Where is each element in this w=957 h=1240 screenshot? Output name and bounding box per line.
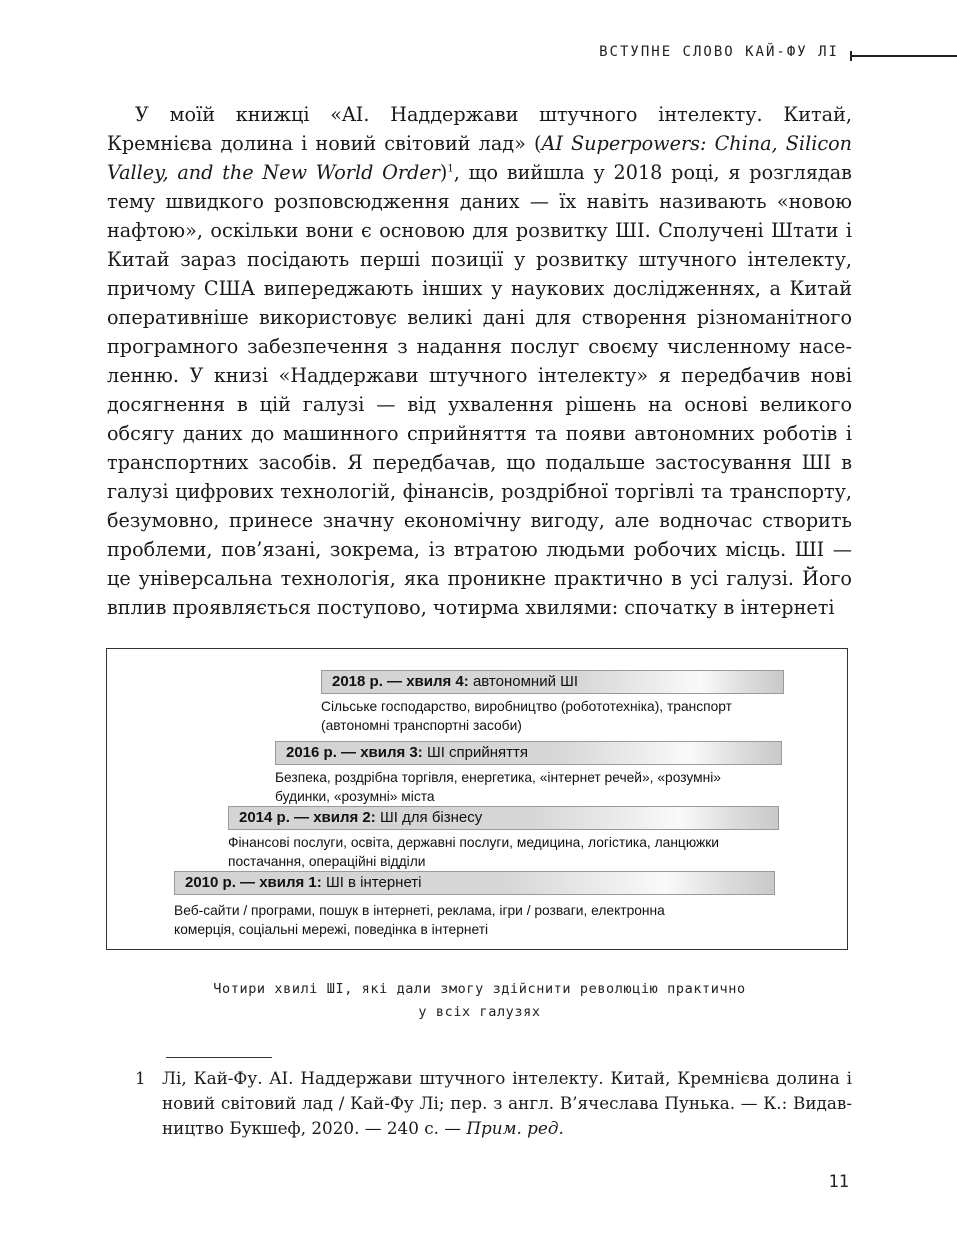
wave-4-desc (321, 697, 784, 735)
figure-caption (107, 978, 852, 1024)
wave-4-desc-line2: (автономні транспортні засоби) (321, 718, 522, 733)
footnote-text-block (162, 1066, 852, 1141)
body-book-title: AI Superpowers: China, Silicon Valley, and the New World Order (107, 132, 852, 184)
wave-2 (228, 806, 779, 871)
wave-2-name: ШІ для бізнесу (379, 809, 483, 826)
wave-4 (321, 670, 784, 735)
wave-1 (174, 871, 775, 939)
wave-2-desc-line2: постачання, операційні відділи (228, 854, 426, 869)
body-paren-close: ) (439, 161, 448, 184)
wave-1-label: 2010 р. — хвиля 1: (185, 874, 322, 891)
running-head-title: ВСТУПНЕ СЛОВО КАЙ-ФУ ЛІ (599, 44, 839, 60)
wave-3-name: ШІ сприйняття (426, 744, 529, 761)
footnote (135, 1066, 852, 1141)
body-paragraph (107, 100, 852, 622)
wave-1-bar (174, 871, 775, 895)
wave-2-desc-line1: Фінансові послуги, освіта, державні послуги, медицина, логістика, ланцюжки (228, 835, 720, 850)
footnote-number: 1 (135, 1068, 146, 1088)
page-number: 11 (828, 1172, 849, 1192)
wave-1-desc-line1: Веб-сайти / програми, пошук в інтернеті, реклама, ігри / розваги, електронна (174, 903, 665, 918)
wave-2-bar (228, 806, 779, 830)
wave-3-desc (275, 768, 782, 806)
wave-3-bar (275, 741, 782, 765)
wave-1-name: ШІ в інтернеті (325, 874, 422, 891)
footnote-ref: 1 (447, 163, 454, 175)
wave-4-label: 2018 р. — хвиля 4: (332, 673, 469, 690)
wave-3-desc-line1: Безпека, роздрібна торгівля, енергетика, «інтернет речей», «розумні» (275, 770, 721, 785)
wave-4-name: автономний ШІ (472, 673, 579, 690)
wave-3-label: 2016 р. — хвиля 3: (286, 744, 423, 761)
four-waves-figure (106, 648, 848, 950)
body-text-start: У моїй книжці «AI. Наддержави штучного інтелекту. Китай, Кремнієва долина і новий світовий лад» ( (107, 103, 852, 155)
wave-4-desc-line1: Сільське господарство, виробництво (робототехніка), транспорт (321, 699, 732, 714)
wave-1-desc (174, 901, 775, 939)
wave-1-desc-line2: комерція, соціальні мережі, поведінка в інтернеті (174, 922, 489, 937)
body-text-rest: , що вийшла у 2018 році, я розглядав тему швидкого розповсюдження даних — їх навіть називають «новою нафтою», оскільки вони є основою для розвитку ШІ. Сполучені Штати і Китай зараз посідають перші позиції у розвитку штучного інтелекту, причому США випереджають інших у наукових дослідженнях, а Китай оперативніше використовує великі дані для створення різноманітного програмного забезпечення з надання послуг своєму численному населенню. У книзі «Наддержави штучного інтелекту» я передбачив нові досягнення в цій галузі — від ухвалення рішень на основі великого обсягу даних до машинного сприйняття та появи автономних роботів і транспортних засобів. Я передбачав, що подальше застосування ШІ в галузі цифрових технологій, фінансів, роздрібної торгівлі та транспорту, безумовно, принесе значну економічну вигоду, але водночас створить проблеми, пов’язані, зокрема, із втратою людьми робочих місць. ШІ — це універсальна технологія, яка проникне практично в усі галузі. Його вплив проявляється поступово, чотирма хвилями: спочатку в інтернеті (107, 161, 852, 619)
footnote-editor-note: Прим. ред. (466, 1118, 564, 1138)
wave-2-label: 2014 р. — хвиля 2: (239, 809, 376, 826)
figure-caption-line2: у всіх галузях (418, 1004, 541, 1020)
wave-2-desc (228, 833, 779, 871)
figure-caption-line1: Чотири хвилі ШІ, які дали змогу здійснити революцію практично (213, 981, 746, 997)
wave-4-bar (321, 670, 784, 694)
footnote-text: Лі, Кай-Фу. AI. Наддержави штучного інтелекту. Китай, Кремнієва долина і новий світовий лад / Кай-Фу Лі; пер. з англ. В’ячеслава Пунька. — К.: Видавництво Букшеф, 2020. — 240 с. — (162, 1068, 852, 1138)
running-head (0, 40, 957, 70)
wave-3-desc-line2: будинки, «розумні» міста (275, 789, 435, 804)
footnote-separator (166, 1057, 272, 1058)
wave-3 (275, 741, 782, 806)
running-head-rule (850, 55, 957, 57)
